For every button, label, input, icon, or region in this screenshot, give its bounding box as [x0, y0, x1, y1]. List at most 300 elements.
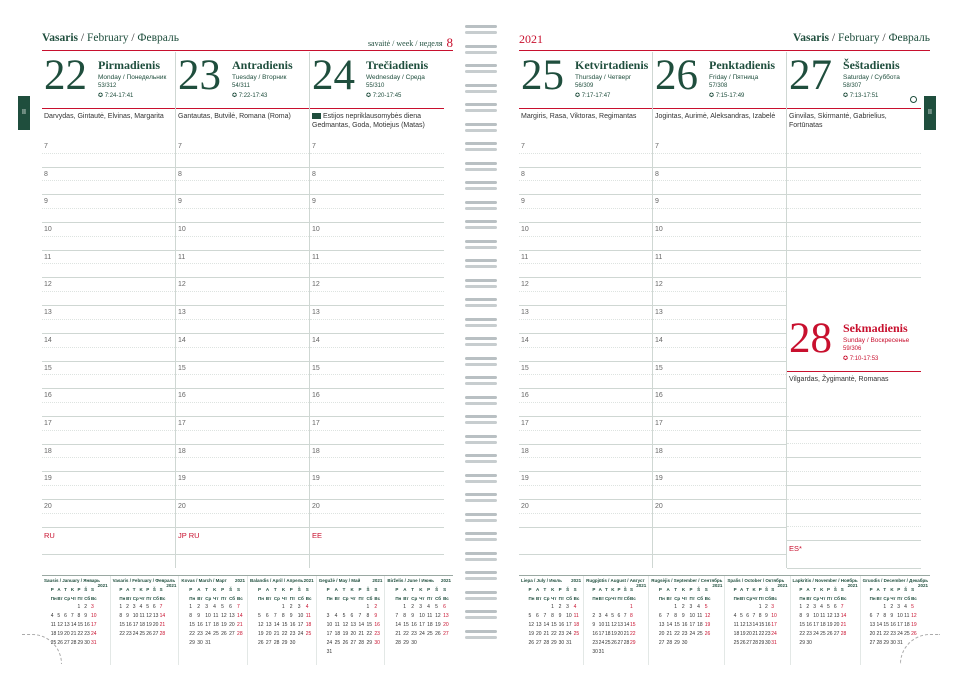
mini-calendar-day[interactable] — [335, 648, 343, 657]
mini-calendar-day[interactable] — [689, 639, 697, 648]
hour-slot[interactable] — [519, 389, 652, 417]
mini-calendar-day[interactable] — [419, 639, 427, 648]
mini-calendar-day[interactable]: 5 — [435, 604, 438, 610]
mini-calendar-day[interactable]: 15 — [366, 622, 372, 628]
mini-calendar-day[interactable]: 6 — [350, 613, 354, 619]
mini-calendar-day[interactable]: 22 — [630, 631, 636, 637]
mini-calendar-day[interactable]: 23 — [765, 631, 771, 637]
mini-calendar-day[interactable] — [274, 603, 282, 612]
mini-calendar-day[interactable]: 6 — [64, 613, 67, 619]
hour-slot[interactable] — [42, 445, 175, 473]
mini-calendar-day[interactable]: 1 — [799, 604, 803, 610]
mini-calendar-day[interactable]: 12 — [911, 613, 917, 619]
mini-calendar-day[interactable]: 21 — [395, 631, 401, 637]
mini-calendar-day[interactable]: 27 — [64, 640, 70, 646]
mini-calendar-day[interactable]: 6 — [152, 604, 156, 610]
country-codes-slot[interactable] — [787, 541, 921, 569]
mini-calendar-day[interactable]: 15 — [674, 622, 680, 628]
mini-calendar-day[interactable]: 3 — [132, 604, 136, 610]
mini-calendar-day[interactable]: 10 — [297, 613, 304, 619]
mini-calendar-day[interactable]: 21 — [70, 631, 77, 637]
hour-slot[interactable] — [42, 251, 175, 279]
mini-calendar-day[interactable]: 14 — [543, 622, 550, 628]
mini-calendar-day[interactable]: 4 — [213, 604, 216, 610]
mini-calendar-day[interactable]: 7 — [70, 613, 74, 619]
mini-calendar-day[interactable]: 5 — [257, 613, 261, 619]
mini-calendar-day[interactable]: 13 — [265, 622, 272, 628]
mini-calendar-day[interactable]: 14 — [159, 613, 166, 619]
mini-calendar-day[interactable]: 29 — [281, 640, 288, 646]
mini-calendar-day[interactable]: 11 — [50, 622, 56, 628]
mini-calendar-day[interactable]: 25 — [427, 631, 433, 637]
mini-calendar-day[interactable]: 12 — [146, 613, 152, 619]
mini-calendar-day[interactable]: 22 — [403, 631, 409, 637]
mini-calendar-day[interactable]: 7 — [666, 613, 670, 619]
note-line[interactable] — [787, 403, 921, 431]
mini-calendar-day[interactable]: 26 — [435, 631, 441, 637]
mini-calendar-day[interactable]: 11 — [697, 613, 703, 619]
mini-calendar-day[interactable]: 26 — [911, 631, 917, 637]
mini-calendar-day[interactable]: 21 — [752, 631, 759, 637]
mini-calendar-day[interactable]: 3 — [813, 604, 816, 610]
hour-slot[interactable] — [176, 223, 309, 251]
mini-calendar-day[interactable]: 10 — [326, 622, 333, 628]
hour-slot[interactable] — [310, 500, 444, 528]
mini-calendar-day[interactable]: 1 — [630, 604, 633, 610]
mini-calendar-day[interactable]: 29 — [883, 640, 889, 646]
mini-calendar-day[interactable] — [820, 639, 827, 648]
mini-calendar-day[interactable]: 15 — [281, 622, 288, 628]
mini-calendar-day[interactable]: 24 — [566, 631, 572, 637]
mini-calendar-day[interactable]: 16 — [890, 622, 896, 628]
mini-calendar-day[interactable] — [427, 639, 435, 648]
mini-calendar-day[interactable]: 4 — [604, 613, 608, 619]
mini-calendar-day[interactable]: 17 — [326, 631, 333, 637]
mini-calendar-day[interactable]: 13 — [229, 613, 235, 619]
mini-calendar-day[interactable]: 20 — [152, 622, 159, 628]
mini-calendar-day[interactable]: 18 — [213, 622, 219, 628]
mini-calendar-day[interactable]: 31 — [771, 640, 777, 646]
mini-calendar-day[interactable]: 1 — [674, 604, 677, 610]
mini-calendar-day[interactable]: 14 — [70, 622, 77, 628]
mini-calendar-day[interactable]: 8 — [630, 613, 633, 619]
mini-calendar-day[interactable]: 25 — [904, 631, 910, 637]
mini-calendar-day[interactable]: 8 — [883, 613, 887, 619]
mini-calendar-day[interactable]: 30 — [558, 640, 565, 646]
mini-calendar-day[interactable]: 8 — [189, 613, 193, 619]
hour-slot[interactable] — [176, 472, 309, 500]
hour-slot[interactable] — [310, 168, 444, 196]
mini-calendar-day[interactable]: 14 — [395, 622, 401, 628]
hour-slot[interactable] — [310, 223, 444, 251]
mini-calendar-day[interactable]: 6 — [658, 613, 662, 619]
mini-calendar-day[interactable]: 23 — [806, 631, 812, 637]
mini-calendar-day[interactable]: 18 — [573, 622, 580, 628]
mini-calendar-day[interactable]: 5 — [611, 613, 614, 619]
hour-slot[interactable] — [176, 389, 309, 417]
mini-calendar-day[interactable]: 7 — [840, 604, 844, 610]
mini-calendar-day[interactable]: 18 — [305, 622, 312, 628]
mini-calendar-day[interactable] — [435, 639, 443, 648]
mini-calendar-day[interactable] — [374, 648, 382, 657]
mini-calendar-day[interactable]: 15 — [551, 622, 557, 628]
mini-calendar-day[interactable]: 10 — [132, 613, 139, 619]
mini-calendar-day[interactable]: 29 — [758, 640, 765, 646]
mini-calendar-day[interactable]: 9 — [289, 613, 293, 619]
mini-calendar-day[interactable]: 13 — [833, 613, 840, 619]
mini-calendar-day[interactable]: 6 — [536, 613, 539, 619]
mini-calendar-day[interactable] — [213, 639, 221, 648]
mini-calendar-day[interactable]: 29 — [189, 640, 195, 646]
mini-calendar-day[interactable]: 28 — [876, 640, 883, 646]
mini-calendar-day[interactable]: 3 — [297, 604, 301, 610]
mini-calendar-day[interactable]: 15 — [758, 622, 765, 628]
mini-calendar-day[interactable]: 13 — [869, 622, 876, 628]
mini-calendar-day[interactable] — [841, 639, 848, 648]
mini-calendar-day[interactable]: 29 — [403, 640, 409, 646]
mini-calendar-day[interactable]: 13 — [443, 613, 449, 619]
note-line[interactable] — [787, 168, 921, 196]
mini-calendar-day[interactable]: 21 — [876, 631, 883, 637]
mini-calendar-day[interactable]: 27 — [617, 640, 624, 646]
mini-calendar-day[interactable]: 29 — [366, 640, 372, 646]
mini-calendar-day[interactable] — [57, 603, 64, 612]
mini-calendar-day[interactable] — [395, 603, 403, 612]
mini-calendar-day[interactable]: 15 — [189, 622, 195, 628]
mini-calendar-day[interactable]: 11 — [904, 613, 910, 619]
mini-calendar-day[interactable]: 24 — [132, 631, 139, 637]
mini-calendar-day[interactable] — [343, 603, 351, 612]
country-codes-slot[interactable] — [176, 528, 309, 556]
mini-calendar-day[interactable]: 3 — [205, 604, 208, 610]
mini-calendar-day[interactable]: 6 — [746, 613, 749, 619]
mini-calendar-day[interactable]: 11 — [334, 622, 340, 628]
mini-calendar-day[interactable]: 23 — [411, 631, 417, 637]
mini-calendar-day[interactable] — [536, 603, 544, 612]
mini-calendar-day[interactable]: 13 — [152, 613, 159, 619]
mini-calendar-day[interactable] — [366, 648, 374, 657]
mini-calendar-day[interactable]: 17 — [205, 622, 211, 628]
mini-calendar-day[interactable]: 28 — [237, 631, 243, 637]
hour-slot[interactable] — [42, 472, 175, 500]
mini-calendar-day[interactable]: 15 — [799, 622, 805, 628]
mini-calendar-day[interactable]: 13 — [746, 622, 752, 628]
mini-calendar-day[interactable]: 2 — [197, 604, 201, 610]
mini-calendar-day[interactable]: 15 — [119, 622, 125, 628]
mini-calendar-day[interactable]: 27 — [350, 640, 357, 646]
mini-calendar-day[interactable]: 22 — [119, 631, 125, 637]
mini-calendar-day[interactable]: 4 — [139, 604, 143, 610]
mini-calendar-day[interactable]: 28 — [273, 640, 280, 646]
mini-calendar-day[interactable] — [705, 639, 713, 648]
mini-calendar-day[interactable]: 22 — [674, 631, 680, 637]
hour-slot[interactable] — [519, 168, 652, 196]
note-line[interactable] — [787, 140, 921, 168]
mini-calendar-day[interactable]: 22 — [366, 631, 372, 637]
mini-calendar-day[interactable]: 14 — [876, 622, 883, 628]
month-tab-left[interactable]: II — [18, 96, 30, 130]
mini-calendar-day[interactable]: 19 — [146, 622, 152, 628]
mini-calendar-day[interactable]: 23 — [197, 631, 203, 637]
mini-calendar-day[interactable]: 2 — [411, 604, 415, 610]
hour-slot[interactable] — [653, 334, 786, 362]
mini-calendar-day[interactable]: 12 — [435, 613, 441, 619]
hour-slot[interactable] — [42, 389, 175, 417]
mini-calendar-day[interactable]: 9 — [411, 613, 415, 619]
hour-slot[interactable] — [310, 445, 444, 473]
mini-calendar-day[interactable]: 18 — [904, 622, 910, 628]
mini-calendar-day[interactable]: 27 — [658, 640, 665, 646]
mini-calendar-day[interactable]: 21 — [237, 622, 243, 628]
mini-calendar-day[interactable]: 2 — [592, 613, 596, 619]
mini-calendar-day[interactable]: 8 — [551, 613, 554, 619]
hour-slot[interactable] — [310, 195, 444, 223]
mini-calendar-day[interactable]: 2 — [289, 604, 293, 610]
mini-calendar-day[interactable]: 29 — [674, 640, 680, 646]
mini-calendar-day[interactable]: 30 — [765, 640, 771, 646]
month-tab-right[interactable]: II — [924, 96, 936, 130]
mini-calendar-day[interactable]: 10 — [598, 622, 605, 628]
mini-calendar-day[interactable]: 26 — [342, 640, 349, 646]
mini-calendar-day[interactable]: 9 — [374, 613, 378, 619]
hour-slot[interactable] — [519, 223, 652, 251]
mini-calendar-day[interactable]: 23 — [289, 631, 296, 637]
mini-calendar-day[interactable]: 23 — [681, 631, 688, 637]
mini-calendar-day[interactable]: 27 — [443, 631, 449, 637]
mini-calendar-day[interactable]: 3 — [689, 604, 693, 610]
hour-slot[interactable] — [519, 362, 652, 390]
mini-calendar-day[interactable]: 27 — [229, 631, 235, 637]
mini-calendar-day[interactable]: 7 — [237, 604, 240, 610]
mini-calendar-day[interactable]: 23 — [126, 631, 132, 637]
mini-calendar-day[interactable]: 25 — [334, 640, 341, 646]
mini-calendar-day[interactable]: 8 — [799, 613, 803, 619]
hour-slot[interactable] — [310, 389, 444, 417]
mini-calendar-day[interactable]: 2 — [806, 604, 810, 610]
mini-calendar-day[interactable]: 20 — [229, 622, 235, 628]
mini-calendar-day[interactable]: 27 — [265, 640, 272, 646]
hour-slot[interactable] — [519, 445, 652, 473]
mini-calendar-day[interactable]: 2 — [126, 604, 129, 610]
mini-calendar-day[interactable] — [266, 603, 274, 612]
mini-calendar-day[interactable]: 2 — [681, 604, 685, 610]
mini-calendar-day[interactable]: 26 — [611, 640, 617, 646]
mini-calendar-day[interactable]: 7 — [876, 613, 880, 619]
mini-calendar-day[interactable]: 22 — [758, 631, 765, 637]
mini-calendar-day[interactable]: 20 — [869, 631, 876, 637]
mini-calendar-day[interactable]: 8 — [119, 613, 123, 619]
mini-calendar-day[interactable]: 28 — [159, 631, 166, 637]
mini-calendar-day[interactable]: 17 — [132, 622, 139, 628]
hour-slot[interactable] — [653, 168, 786, 196]
mini-calendar-day[interactable]: 11 — [733, 622, 739, 628]
mini-calendar-day[interactable]: 30 — [411, 640, 417, 646]
mini-calendar-day[interactable] — [834, 639, 841, 648]
mini-calendar-day[interactable]: 16 — [806, 622, 812, 628]
hour-slot[interactable] — [42, 223, 175, 251]
mini-calendar-day[interactable]: 12 — [57, 622, 63, 628]
mini-calendar-day[interactable]: 19 — [342, 631, 349, 637]
mini-calendar-day[interactable]: 25 — [604, 640, 611, 646]
mini-calendar-day[interactable]: 3 — [326, 613, 330, 619]
hour-slot[interactable] — [310, 278, 444, 306]
mini-calendar-day[interactable]: 3 — [419, 604, 422, 610]
mini-calendar-day[interactable] — [667, 603, 675, 612]
mini-calendar-day[interactable]: 4 — [733, 613, 737, 619]
mini-calendar-day[interactable]: 16 — [84, 622, 90, 628]
mini-calendar-day[interactable]: 1 — [403, 604, 407, 610]
mini-calendar-day[interactable] — [237, 639, 245, 648]
hour-slot[interactable] — [176, 278, 309, 306]
hour-slot[interactable] — [310, 140, 444, 168]
mini-calendar-day[interactable]: 12 — [257, 622, 264, 628]
mini-calendar-day[interactable]: 24 — [897, 631, 903, 637]
mini-calendar-day[interactable]: 26 — [257, 640, 264, 646]
mini-calendar-day[interactable]: 16 — [765, 622, 771, 628]
mini-calendar-day[interactable] — [630, 648, 636, 657]
mini-calendar-day[interactable]: 19 — [704, 622, 711, 628]
hour-slot[interactable] — [519, 195, 652, 223]
mini-calendar-day[interactable]: 30 — [84, 640, 90, 646]
mini-calendar-day[interactable]: 26 — [221, 631, 227, 637]
mini-calendar-day[interactable]: 27 — [833, 631, 840, 637]
mini-calendar-day[interactable] — [351, 603, 359, 612]
mini-calendar-day[interactable]: 19 — [911, 622, 917, 628]
mini-calendar-day[interactable]: 18 — [427, 622, 433, 628]
hour-slot[interactable] — [176, 140, 309, 168]
mini-calendar-day[interactable]: 23 — [558, 631, 565, 637]
mini-calendar-day[interactable]: 21 — [358, 631, 365, 637]
mini-calendar-day[interactable]: 5 — [342, 613, 346, 619]
hour-slot[interactable] — [176, 362, 309, 390]
mini-calendar-day[interactable]: 1 — [189, 604, 193, 610]
country-codes-slot[interactable] — [653, 528, 786, 556]
mini-calendar-day[interactable]: 8 — [758, 613, 762, 619]
mini-calendar-day[interactable]: 10 — [897, 613, 903, 619]
mini-calendar-day[interactable]: 12 — [342, 622, 349, 628]
mini-calendar-day[interactable]: 17 — [897, 622, 903, 628]
mini-calendar-day[interactable]: 10 — [689, 613, 696, 619]
mini-calendar-day[interactable]: 16 — [411, 622, 417, 628]
mini-calendar-day[interactable]: 29 — [77, 640, 84, 646]
hour-slot[interactable] — [176, 195, 309, 223]
mini-calendar-day[interactable] — [221, 639, 229, 648]
mini-calendar-day[interactable]: 24 — [771, 631, 777, 637]
mini-calendar-day[interactable]: 28 — [395, 640, 401, 646]
mini-calendar-day[interactable]: 3 — [598, 613, 602, 619]
mini-calendar-day[interactable]: 17 — [598, 631, 605, 637]
mini-calendar-day[interactable]: 9 — [806, 613, 810, 619]
hour-slot[interactable] — [519, 334, 652, 362]
hour-slot[interactable] — [42, 140, 175, 168]
mini-calendar-day[interactable] — [327, 603, 335, 612]
mini-calendar-day[interactable]: 17 — [419, 622, 425, 628]
mini-calendar-day[interactable]: 5 — [57, 613, 61, 619]
mini-calendar-day[interactable]: 25 — [733, 640, 740, 646]
mini-calendar-day[interactable]: 2 — [890, 604, 894, 610]
mini-calendar-day[interactable]: 1 — [883, 604, 887, 610]
mini-calendar-day[interactable]: 27 — [869, 640, 876, 646]
mini-calendar-day[interactable]: 18 — [820, 622, 826, 628]
mini-calendar-day[interactable]: 20 — [536, 631, 542, 637]
mini-calendar-day[interactable]: 24 — [689, 631, 696, 637]
mini-calendar-day[interactable]: 9 — [681, 613, 685, 619]
note-line[interactable] — [787, 514, 921, 542]
mini-calendar-day[interactable]: 30 — [681, 640, 688, 646]
mini-calendar-day[interactable]: 11 — [427, 613, 433, 619]
mini-calendar-day[interactable]: 30 — [197, 640, 203, 646]
mini-calendar-day[interactable]: 29 — [551, 640, 557, 646]
hour-slot[interactable] — [653, 306, 786, 334]
mini-calendar-day[interactable]: 20 — [658, 631, 665, 637]
mini-calendar-day[interactable]: 3 — [771, 604, 775, 610]
mini-calendar-day[interactable]: 4 — [305, 604, 309, 610]
mini-calendar-day[interactable]: 13 — [658, 622, 665, 628]
mini-calendar-day[interactable]: 4 — [697, 604, 700, 610]
hour-slot[interactable] — [310, 417, 444, 445]
mini-calendar-day[interactable]: 24 — [90, 631, 97, 637]
hour-slot[interactable] — [653, 389, 786, 417]
mini-calendar-day[interactable]: 7 — [159, 604, 163, 610]
mini-calendar-day[interactable]: 19 — [611, 631, 617, 637]
mini-calendar-day[interactable]: 11 — [305, 613, 311, 619]
mini-calendar-day[interactable]: 23 — [374, 631, 380, 637]
mini-calendar-day[interactable]: 12 — [611, 622, 617, 628]
mini-calendar-day[interactable]: 2 — [765, 604, 768, 610]
mini-calendar-day[interactable] — [659, 603, 667, 612]
mini-calendar-day[interactable]: 6 — [833, 604, 837, 610]
hour-slot[interactable] — [310, 334, 444, 362]
hour-slot[interactable] — [42, 334, 175, 362]
mini-calendar-day[interactable]: 12 — [528, 622, 535, 628]
mini-calendar-day[interactable]: 28 — [666, 640, 673, 646]
mini-calendar-day[interactable]: 10 — [419, 613, 425, 619]
hour-slot[interactable] — [42, 417, 175, 445]
mini-calendar-day[interactable]: 13 — [64, 622, 70, 628]
mini-calendar-day[interactable]: 5 — [739, 613, 743, 619]
mini-calendar-day[interactable]: 19 — [221, 622, 227, 628]
mini-calendar-day[interactable]: 13 — [617, 622, 624, 628]
mini-calendar-day[interactable]: 14 — [666, 622, 673, 628]
mini-calendar-day[interactable] — [697, 639, 705, 648]
mini-calendar-day[interactable]: 22 — [551, 631, 557, 637]
mini-calendar-day[interactable] — [51, 603, 58, 612]
mini-calendar-day[interactable]: 8 — [281, 613, 285, 619]
note-line[interactable] — [787, 458, 921, 486]
mini-calendar-day[interactable]: 4 — [334, 613, 338, 619]
mini-calendar-day[interactable]: 23 — [84, 631, 90, 637]
mini-calendar-day[interactable]: 28 — [623, 640, 630, 646]
mini-calendar-day[interactable]: 18 — [733, 631, 740, 637]
mini-calendar-day[interactable]: 27 — [152, 631, 159, 637]
mini-calendar-day[interactable]: 30 — [890, 640, 896, 646]
mini-calendar-day[interactable]: 19 — [257, 631, 264, 637]
hour-slot[interactable] — [42, 278, 175, 306]
hour-slot[interactable] — [653, 251, 786, 279]
mini-calendar-day[interactable]: 1 — [119, 604, 123, 610]
mini-calendar-day[interactable]: 29 — [799, 640, 805, 646]
hour-slot[interactable] — [519, 472, 652, 500]
hour-slot[interactable] — [653, 195, 786, 223]
mini-calendar-day[interactable]: 14 — [840, 613, 847, 619]
hour-slot[interactable] — [176, 168, 309, 196]
mini-calendar-day[interactable]: 24 — [419, 631, 425, 637]
mini-calendar-day[interactable]: 16 — [374, 622, 380, 628]
mini-calendar-day[interactable]: 3 — [566, 604, 569, 610]
hour-slot[interactable] — [42, 500, 175, 528]
mini-calendar-day[interactable]: 26 — [739, 640, 746, 646]
hour-slot[interactable] — [176, 445, 309, 473]
